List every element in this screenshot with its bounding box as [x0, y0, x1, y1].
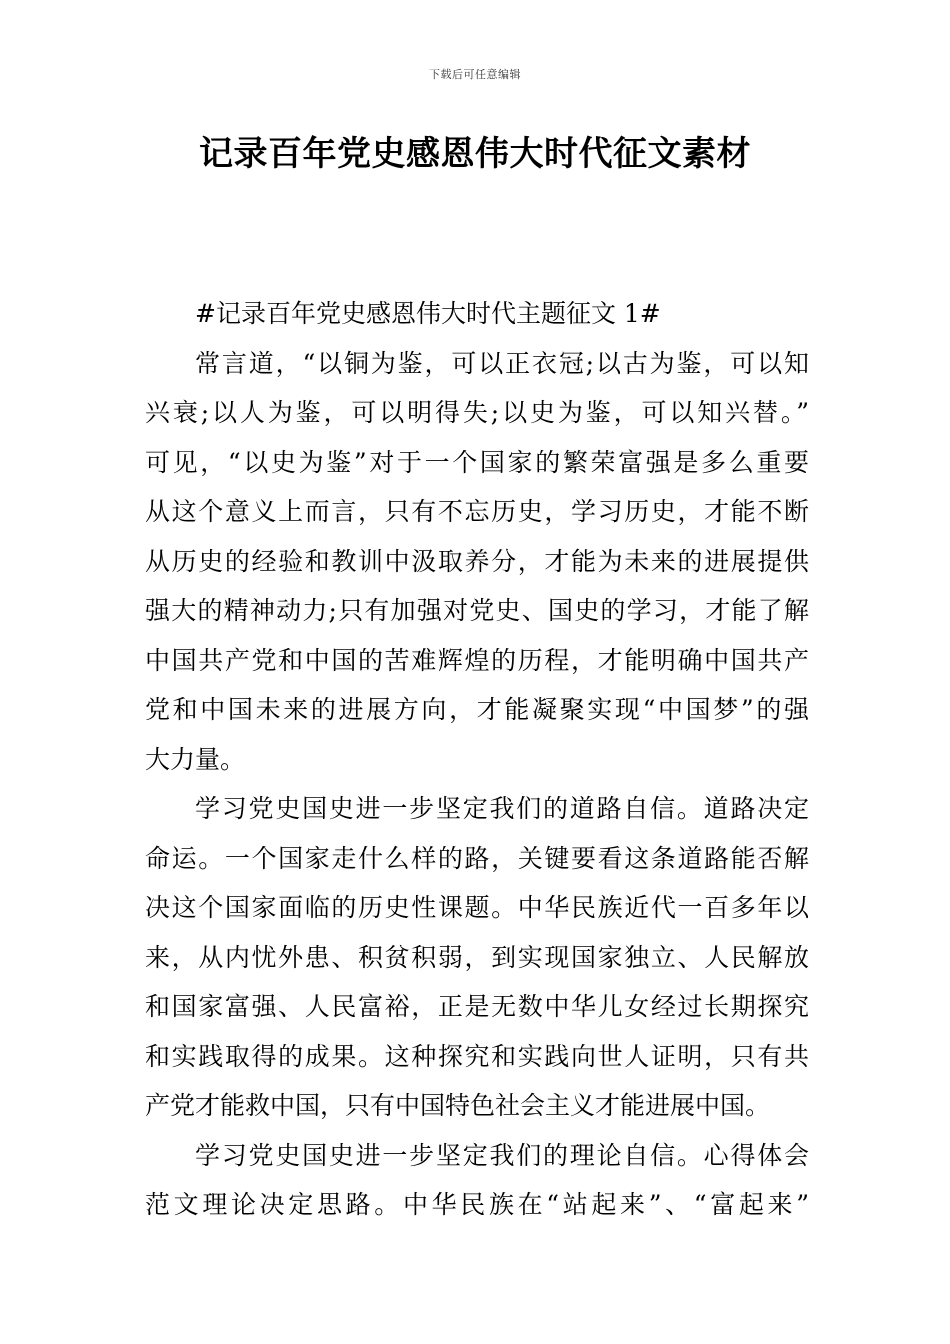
paragraph-1-line: 兴衰;以人为鉴，可以明得失;以史为鉴，可以知兴替。”	[145, 398, 809, 427]
paragraph-1-line: 常言道，“以铜为鉴，可以正衣冠;以古为鉴，可以知	[195, 348, 809, 378]
paragraph-2-line: 决这个国家面临的历史性课题。中华民族近代一百多年以	[145, 893, 809, 922]
paragraph-2-line: 学习党史国史进一步坚定我们的道路自信。道路决定	[195, 794, 809, 823]
paragraph-1-line: 从这个意义上而言，只有不忘历史，学习历史，才能不断	[145, 497, 809, 526]
paragraph-3-line: 学习党史国史进一步坚定我们的理论自信。心得体会	[195, 1140, 809, 1170]
paragraph-1-line: 中国共产党和中国的苦难辉煌的历程，才能明确中国共产	[145, 645, 809, 675]
paragraph-1-line: 党和中国未来的进展方向，才能凝聚实现“中国梦”的强	[145, 695, 809, 724]
paragraph-3-line: 范文理论决定思路。中华民族在“站起来”、“富起来”	[145, 1190, 809, 1219]
paragraph-2-line: 和实践取得的成果。这种探究和实践向世人证明，只有共	[145, 1041, 809, 1071]
document-body	[145, 289, 809, 1230]
paragraph-2-line: 和国家富强、人民富裕，正是无数中华儿女经过长期探究	[145, 992, 809, 1021]
paragraph-1-line: 可见，“以史为鉴”对于一个国家的繁荣富强是多么重要	[145, 447, 809, 477]
paragraph-2-line: 产党才能救中国，只有中国特色社会主义才能进展中国。	[145, 1091, 771, 1120]
paragraph-1-line: 大力量。	[145, 744, 246, 774]
paragraph-2-line: 来，从内忧外患、积贫积弱，到实现国家独立、人民解放	[145, 942, 809, 972]
section-heading: #记录百年党史感恩伟大时代主题征文 1#	[195, 299, 661, 328]
header-note: 下载后可任意编辑	[429, 68, 521, 81]
paragraph-1-line: 从历史的经验和教训中汲取养分，才能为未来的进展提供	[145, 546, 809, 576]
paragraph-1-line: 强大的精神动力;只有加强对党史、国史的学习，才能了解	[145, 596, 809, 625]
paragraph-2-line: 命运。一个国家走什么样的路，关键要看这条道路能否解	[145, 843, 809, 873]
document-title: 记录百年党史感恩伟大时代征文素材	[199, 134, 751, 174]
